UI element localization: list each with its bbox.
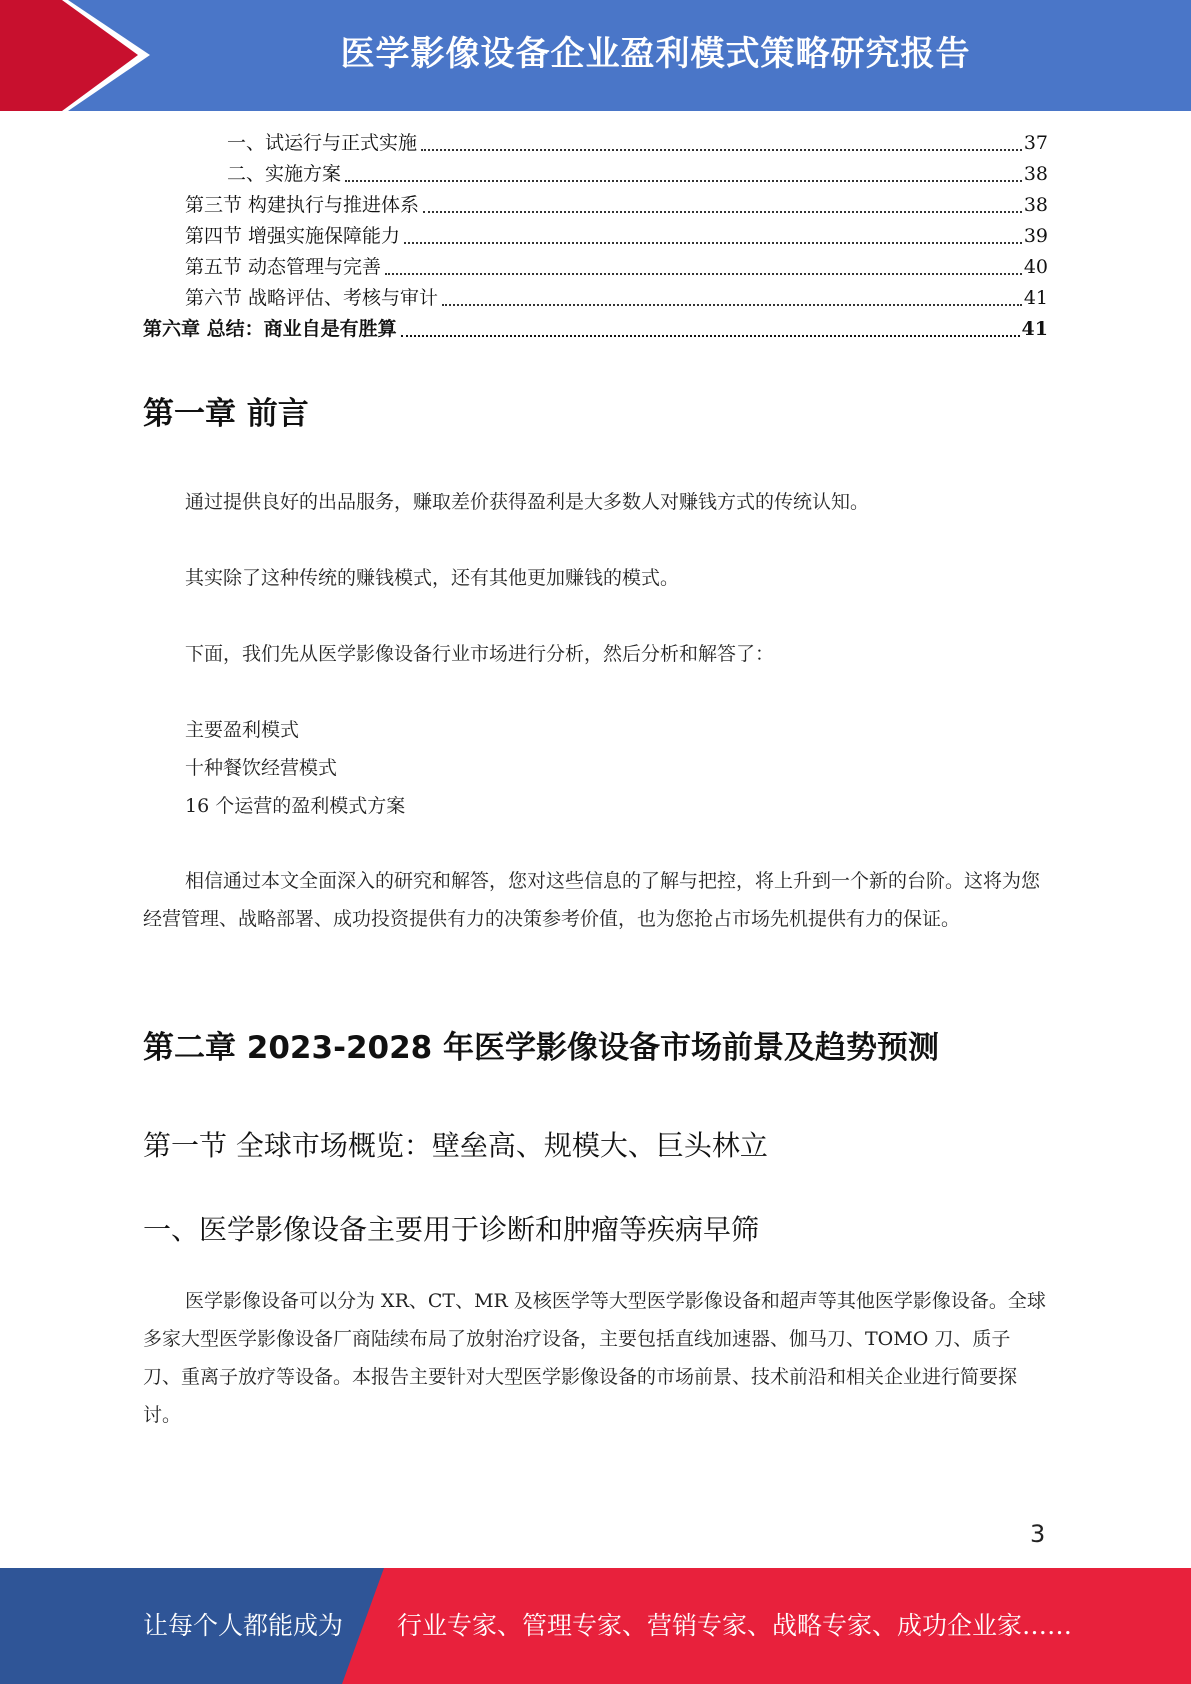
page-footer: [0, 1568, 1191, 1684]
toc-entry-title: 第五节 动态管理与完善: [185, 256, 382, 278]
toc-entry[interactable]: [143, 252, 1048, 283]
toc-entry[interactable]: [143, 283, 1048, 314]
chevron-arrow-icon: [0, 0, 160, 111]
toc-leader-dots: [442, 303, 1022, 306]
toc-entry-page: 38: [1023, 194, 1048, 216]
list-item: 十种餐饮经营模式: [185, 757, 338, 779]
toc-leader-dots: [385, 272, 1022, 275]
toc-entry-title: 第四节 增强实施保障能力: [185, 225, 401, 247]
paragraph: 相信通过本文全面深入的研究和解答，您对这些信息的了解与把控，将上升到一个新的台阶。这将为您经营管理、战略部署、成功投资提供有力的决策参考价值，也为您抢占市场先机提供有力的保证。: [143, 870, 1041, 930]
toc-entry-page: 41: [1023, 287, 1048, 309]
paragraph: 通过提供良好的出品服务，赚取差价获得盈利是大多数人对赚钱方式的传统认知。: [185, 491, 870, 513]
list-item: 16 个运营的盈利模式方案: [185, 795, 406, 817]
table-of-contents: [143, 128, 1048, 345]
subsection-heading: 一、医学影像设备主要用于诊断和肿瘤等疾病早筛: [143, 1213, 760, 1246]
toc-entry-page: 41: [1021, 318, 1048, 340]
toc-leader-dots: [404, 241, 1022, 244]
chapter-heading: 第一章 前言: [143, 396, 309, 432]
list-item: 主要盈利模式: [185, 719, 300, 741]
toc-entry-title: 第六节 战略评估、考核与审计: [185, 287, 439, 309]
toc-leader-dots: [421, 148, 1022, 151]
toc-leader-dots: [401, 334, 1020, 337]
toc-entry[interactable]: [143, 314, 1048, 345]
section-heading: 第一节 全球市场概览：壁垒高、规模大、巨头林立: [143, 1129, 768, 1162]
paragraph: 下面，我们先从医学影像设备行业市场进行分析，然后分析和解答了：: [185, 643, 775, 665]
toc-entry-page: 37: [1023, 132, 1048, 154]
paragraph: 医学影像设备可以分为 XR、CT、MR 及核医学等大型医学影像设备和超声等其他医学影像设备。全球多家大型医学影像设备厂商陆续布局了放射治疗设备，主要包括直线加速器、伽马刀、TOMO 刀、质子刀、重离子放疗等设备。本报告主要针对大型医学影像设备的市场前景、技术前沿和相关企业进行简要探讨。: [143, 1290, 1046, 1426]
toc-entry[interactable]: [143, 128, 1048, 159]
toc-entry[interactable]: [143, 221, 1048, 252]
toc-entry-page: 40: [1023, 256, 1048, 278]
chapter-heading: 第二章 2023-2028 年医学影像设备市场前景及趋势预测: [143, 1030, 940, 1066]
footer-slogan-right: 行业专家、管理专家、营销专家、战略专家、成功企业家……: [397, 1611, 1073, 1640]
toc-entry-title: 二、实施方案: [227, 163, 342, 185]
toc-entry-title: 第三节 构建执行与推进体系: [185, 194, 420, 216]
report-title: 医学影像设备企业盈利模式策略研究报告: [340, 34, 971, 74]
toc-entry[interactable]: [143, 159, 1048, 190]
toc-entry-page: 39: [1023, 225, 1048, 247]
toc-leader-dots: [345, 179, 1022, 182]
page-number: 3: [1030, 1520, 1046, 1548]
footer-slogan-left: 让每个人都能成为: [143, 1611, 344, 1640]
toc-entry-title: 第六章 总结：商业自是有胜算: [143, 318, 397, 340]
paragraph: 其实除了这种传统的赚钱模式，还有其他更加赚钱的模式。: [185, 567, 680, 589]
toc-entry-page: 38: [1023, 163, 1048, 185]
page-header: [0, 0, 1191, 111]
toc-entry[interactable]: [143, 190, 1048, 221]
toc-entry-title: 一、试运行与正式实施: [227, 132, 418, 154]
toc-leader-dots: [423, 210, 1022, 213]
